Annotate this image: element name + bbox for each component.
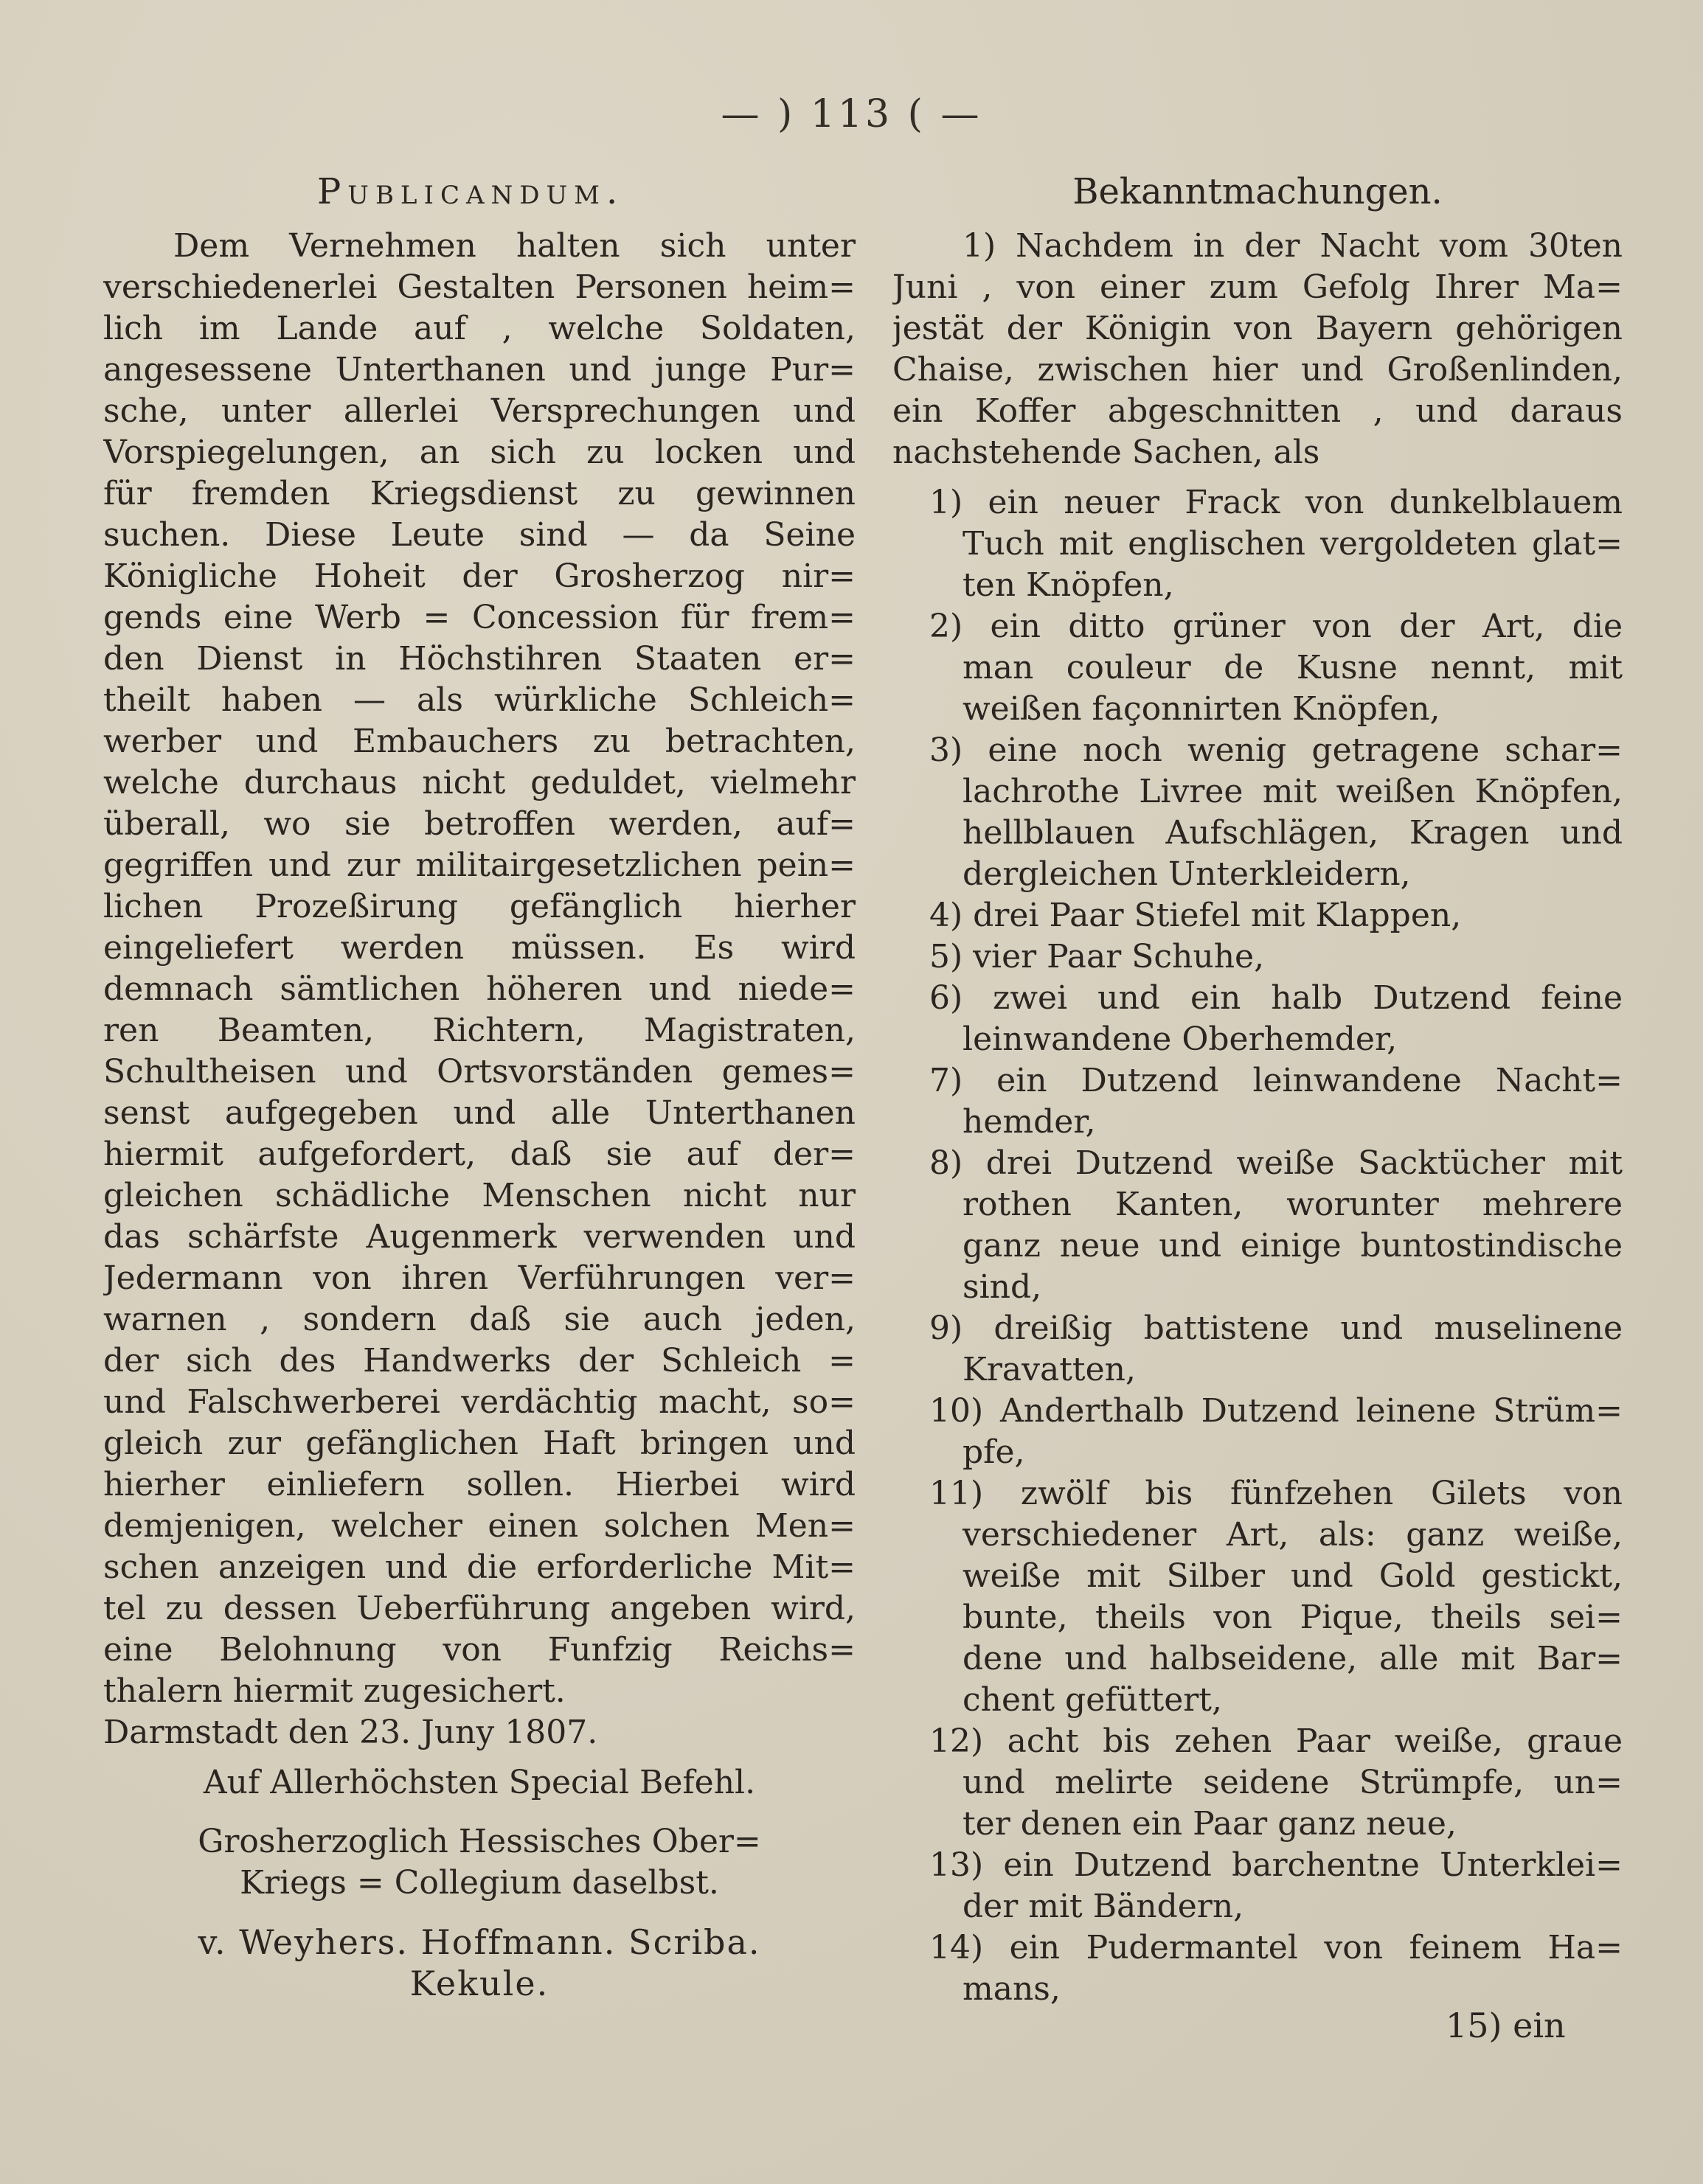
- body-line: Dem Vernehmen halten sich unter: [173, 227, 856, 265]
- list-item-continuation: ganz neue und einige buntostindische: [963, 1227, 1623, 1265]
- body-line: warnen , sondern daß sie auch jeden,: [103, 1301, 856, 1338]
- left-column-title: Publicandum.: [317, 171, 625, 212]
- list-item-first-line: 5) vier Paar Schuhe,: [929, 938, 1265, 976]
- body-line: thalern hiermit zugesichert.: [103, 1672, 566, 1710]
- body-line: hiermit aufgefordert, daß sie auf der=: [103, 1136, 856, 1173]
- list-item: [892, 1473, 1623, 1721]
- signature-line-2: Kekule.: [409, 1964, 549, 2003]
- list-item-continuation: bunte, theils von Pique, theils sei=: [963, 1599, 1623, 1636]
- body-line: eingeliefert werden müssen. Es wird: [103, 929, 856, 967]
- authority-line-2: Kriegs = Collegium daselbst.: [240, 1864, 719, 1902]
- left-body-text: [103, 226, 856, 1712]
- signature-line-1: v. Weyhers. Hoffmann. Scriba.: [198, 1922, 761, 1962]
- list-item-first-line: 7) ein Dutzend leinwandene Nacht=: [929, 1062, 1623, 1099]
- body-line: demjenigen, welcher einen solchen Men=: [103, 1507, 856, 1545]
- body-line: gegriffen und zur militairgesetzlichen pein=: [103, 846, 856, 884]
- authority-line-1: Grosherzoglich Hessisches Ober=: [198, 1823, 761, 1860]
- order-line: Auf Allerhöchsten Special Befehl.: [203, 1764, 756, 1801]
- body-line: den Dienst in Höchstihren Staaten er=: [103, 640, 856, 678]
- body-line: Jedermann von ihren Verführungen ver=: [103, 1259, 856, 1297]
- list-item-first-line: 10) Anderthalb Dutzend leinene Strüm=: [929, 1392, 1623, 1430]
- right-column-title: Bekanntmachungen.: [1072, 171, 1443, 212]
- list-item: [892, 1927, 1623, 2010]
- body-line: gleich zur gefänglichen Haft bringen und: [103, 1425, 856, 1462]
- list-item-continuation: ten Knöpfen,: [963, 566, 1174, 604]
- body-line: angesessene Unterthanen und junge Pur=: [103, 351, 856, 389]
- list-item-first-line: 12) acht bis zehen Paar weiße, graue: [929, 1722, 1623, 1760]
- list-item: [892, 606, 1623, 730]
- body-line: senst aufgegeben und alle Unterthanen: [103, 1094, 856, 1132]
- body-line: überall, wo sie betroffen werden, auf=: [103, 805, 856, 843]
- list-item-continuation: weißen façonnirten Knöpfen,: [963, 690, 1440, 728]
- list-item: [892, 895, 1623, 936]
- list-item-first-line: 8) drei Dutzend weiße Sacktücher mit: [929, 1144, 1623, 1182]
- list-item: [892, 1391, 1623, 1473]
- list-item-continuation: hemder,: [963, 1103, 1096, 1141]
- list-item-first-line: 9) dreißig battistene und muselinene: [929, 1310, 1623, 1347]
- list-item-continuation: dene und halbseidene, alle mit Bar=: [963, 1640, 1623, 1677]
- body-line: lichen Prozeßirung gefänglich hierher: [103, 888, 856, 925]
- body-line: verschiedenerlei Gestalten Personen heim=: [103, 268, 856, 306]
- list-item: [892, 978, 1623, 1060]
- body-line: theilt haben — als würkliche Schleich=: [103, 681, 856, 719]
- list-item-continuation: Tuch mit englischen vergoldeten glat=: [963, 525, 1623, 563]
- list-item: [892, 1143, 1623, 1308]
- list-item: [892, 1060, 1623, 1143]
- list-item-first-line: 4) drei Paar Stiefel mit Klappen,: [929, 897, 1462, 934]
- list-item-continuation: mans,: [963, 1970, 1061, 2008]
- list-item-first-line: 13) ein Dutzend barchentne Unterklei=: [929, 1846, 1623, 1884]
- right-intro-text: [892, 226, 1623, 473]
- body-line: Schultheisen und Ortsvorständen gemes=: [103, 1053, 856, 1091]
- body-line: lich im Lande auf , welche Soldaten,: [103, 310, 856, 347]
- body-line: gleichen schädliche Menschen nicht nur: [103, 1177, 856, 1214]
- body-line: demnach sämtlichen höheren und niede=: [103, 970, 856, 1008]
- list-item-continuation: man couleur de Kusne nennt, mit: [963, 649, 1623, 686]
- body-line: hierher einliefern sollen. Hierbei wird: [103, 1466, 856, 1503]
- body-line: werber und Embauchers zu betrachten,: [103, 723, 856, 760]
- list-item-first-line: 3) eine noch wenig getragene schar=: [929, 731, 1623, 769]
- body-line: ren Beamten, Richtern, Magistraten,: [103, 1012, 856, 1049]
- date-line: Darmstadt den 23. Juny 1807.: [103, 1714, 598, 1751]
- body-line: eine Belohnung von Funfzig Reichs=: [103, 1631, 856, 1669]
- intro-line: Juni , von einer zum Gefolg Ihrer Ma=: [892, 268, 1623, 306]
- body-line: sche, unter allerlei Versprechungen und: [103, 392, 856, 430]
- intro-line: nachstehende Sachen, als: [892, 434, 1320, 471]
- list-item: [892, 936, 1623, 978]
- list-item: [892, 1721, 1623, 1845]
- body-line: tel zu dessen Ueberführung angeben wird,: [103, 1590, 856, 1627]
- list-item-first-line: 1) ein neuer Frack von dunkelblauem: [929, 484, 1623, 521]
- list-item-continuation: leinwandene Oberhemder,: [963, 1020, 1398, 1058]
- intro-line: 1) Nachdem in der Nacht vom 30ten: [963, 227, 1623, 265]
- list-item: [892, 1845, 1623, 1927]
- list-item-continuation: dergleichen Unterkleidern,: [963, 855, 1411, 893]
- right-column: [892, 170, 1623, 2010]
- intro-line: jestät der Königin von Bayern gehörigen: [892, 310, 1623, 347]
- body-line: Vorspiegelungen, an sich zu locken und: [103, 434, 856, 471]
- body-line: welche durchaus nicht geduldet, vielmehr: [103, 764, 856, 801]
- body-line: suchen. Diese Leute sind — da Seine: [103, 516, 856, 554]
- list-item-continuation: und melirte seidene Strümpfe, un=: [963, 1764, 1623, 1801]
- list-item-first-line: 2) ein ditto grüner von der Art, die: [929, 608, 1623, 645]
- body-line: und Falschwerberei verdächtig macht, so=: [103, 1383, 856, 1421]
- body-line: für fremden Kriegsdienst zu gewinnen: [103, 475, 856, 512]
- list-item-continuation: verschiedener Art, als: ganz weiße,: [963, 1516, 1623, 1554]
- list-item-first-line: 11) zwölf bis fünfzehen Gilets von: [929, 1475, 1623, 1512]
- list-item-continuation: hellblauen Aufschlägen, Kragen und: [963, 814, 1623, 852]
- list-item: [892, 1308, 1623, 1391]
- body-line: das schärfste Augenmerk verwenden und: [103, 1218, 856, 1256]
- list-item-continuation: sind,: [963, 1268, 1042, 1306]
- list-item-continuation: rothen Kanten, worunter mehrere: [963, 1186, 1623, 1223]
- left-column: [103, 170, 856, 2004]
- list-item-continuation: der mit Bändern,: [963, 1888, 1244, 1925]
- body-line: schen anzeigen und die erforderliche Mit=: [103, 1548, 856, 1586]
- intro-line: ein Koffer abgeschnitten , und daraus: [892, 392, 1623, 430]
- list-item: [892, 482, 1623, 606]
- body-line: Königliche Hoheit der Grosherzog nir=: [103, 557, 856, 595]
- list-item-first-line: 14) ein Pudermantel von feinem Ha=: [929, 1929, 1623, 1966]
- list-item-continuation: Kravatten,: [963, 1351, 1136, 1388]
- body-line: gends eine Werb = Concession für frem=: [103, 599, 856, 636]
- page-number: — ) 113 ( —: [721, 92, 982, 136]
- list-item: [892, 730, 1623, 895]
- list-item-continuation: pfe,: [963, 1433, 1025, 1471]
- list-item-first-line: 6) zwei und ein halb Dutzend feine: [929, 979, 1623, 1017]
- catchword: 15) ein: [1446, 2006, 1566, 2045]
- list-item-continuation: ter denen ein Paar ganz neue,: [963, 1805, 1457, 1843]
- list-item-continuation: chent gefüttert,: [963, 1681, 1222, 1719]
- list-item-continuation: weiße mit Silber und Gold gestickt,: [963, 1557, 1623, 1595]
- body-line: der sich des Handwerks der Schleich =: [103, 1342, 856, 1380]
- intro-line: Chaise, zwischen hier und Großenlinden,: [892, 351, 1623, 389]
- list-item-continuation: lachrothe Livree mit weißen Knöpfen,: [963, 773, 1623, 810]
- item-list: [892, 482, 1623, 2010]
